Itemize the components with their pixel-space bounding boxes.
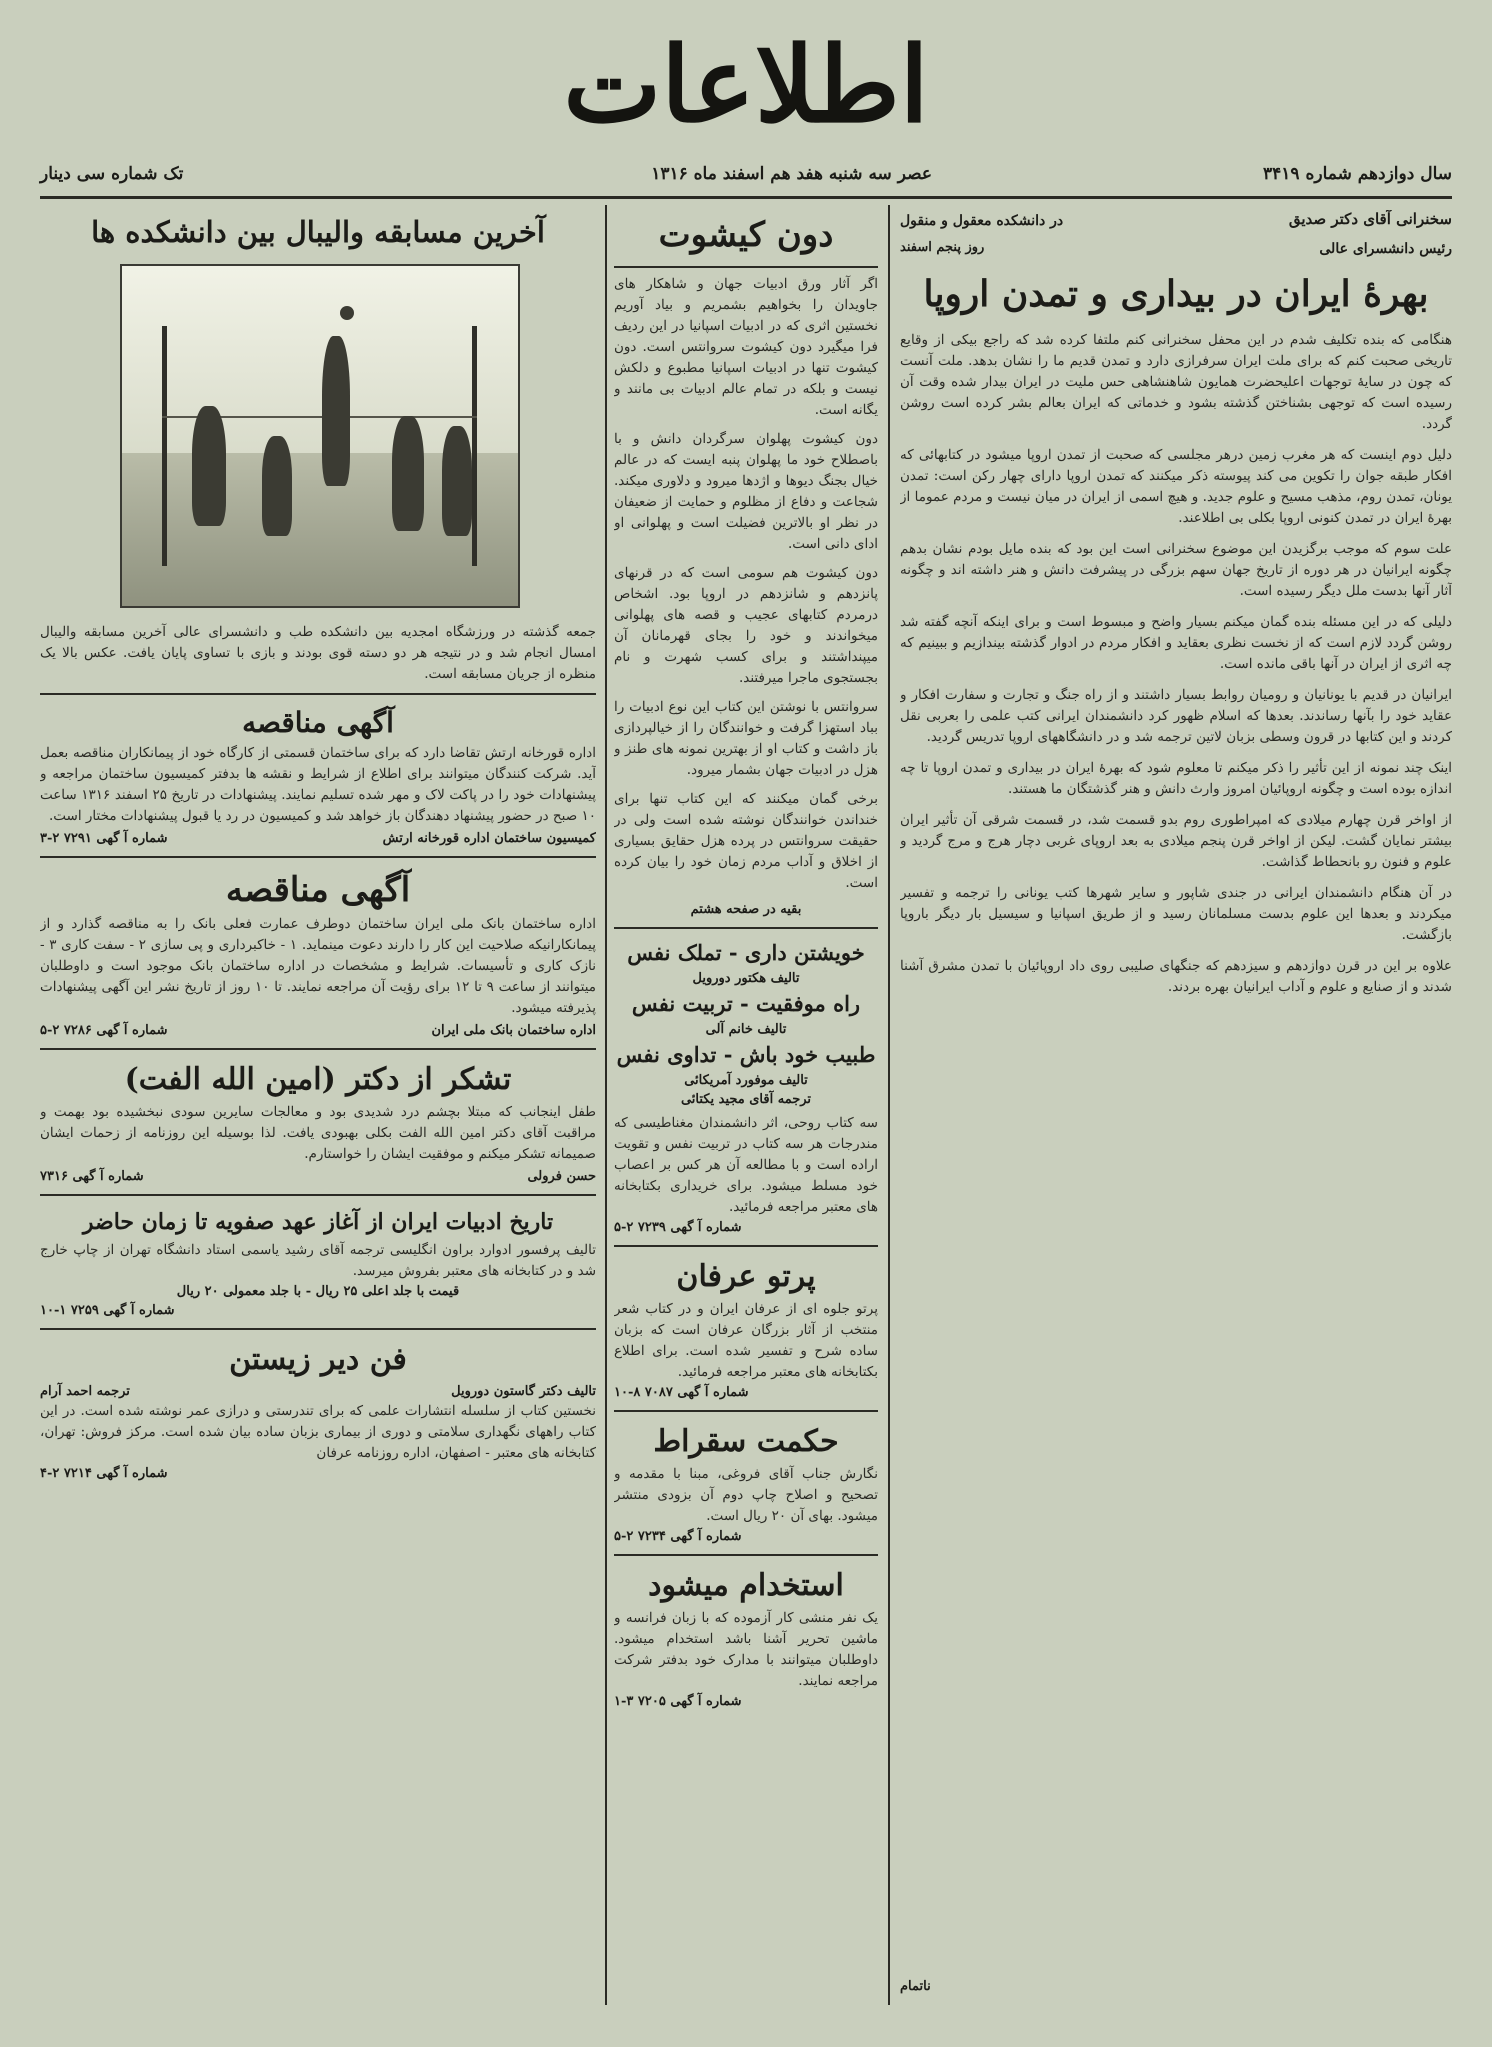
ad-number: شماره آ گهی ۷۲۸۶ ۲-۵ <box>40 1023 168 1038</box>
issue-date: عصر سه شنبه هفد هم اسفند ماه ۱۳۱۶ <box>651 164 932 184</box>
tender-ad-text: اداره ساختمان بانک ملی ایران ساختمان دوطرف عمارت فعلی بانک را به مناقصه گذارد و از پیمانکارانیکه صلاحیت این کار را دارند دعوت مینماید. ۱ - خاکبرداری و پی سازی ۲ - سفت کاری ۳ - نازک کاری و تأسیسات. شرایط و مشخصات در اداره ساختمان بانک موجود است و داوطلبان میتوانند از ساعت ۹ تا ۱۲ برای رؤیت آن مراجعه نمایند. تا ۱۰ روز از تاریخ نشر این آگهی پیشنهادات پذیرفته میشود. <box>40 916 596 1016</box>
ad-number: شماره آ گهی ۷۲۳۴ ۲-۵ <box>614 1529 742 1544</box>
tender-ad-signature: کمیسیون ساختمان اداره قورخانه ارتش <box>382 831 596 846</box>
longevity-ad-author: تالیف دکتر گاستون دورویل <box>451 1384 596 1399</box>
issue-number: سال دوازدهم شماره ۳۴۱۹ <box>1263 164 1452 184</box>
lecture-paragraph: دلیلی که در این مسئله بنده گمان میکنم بسیار واضح و مبسوط است و برای اینکه آنچه گفته شد روشن گردد لازم است که از نخست نظری بعقاید و افکار مردم در ادوار گذشته بیندازیم و ببینیم که چه اثری از ایران در آنها باقی مانده است. <box>900 614 1452 672</box>
longevity-ad-title: فن دیر زیستن <box>229 1342 407 1377</box>
lecture-role: رئیس دانشسرای عالی <box>1319 241 1452 257</box>
tender-ad-signature: اداره ساختمان بانک ملی ایران <box>431 1023 596 1038</box>
lecture-paragraph: از اواخر قرن چهارم میلادی که امپراطوری روم بدو قسمت شد، در قسمت شرقی آن تأثیر ایران بیشتر نمایان گشت. لیکن از اواخر قرن پنجم میلادی به بعد اروپای غربی دچار هرج و مرج گردید و علوم و فنون رو بانحطاط گذاشت. <box>900 812 1452 870</box>
continued-note: ناتمام <box>900 1979 931 1994</box>
lecture-paragraph: دلیل دوم اینست که هر مغرب زمین درهر مجلسی که صحبت از تمدن اروپا میشود در کتابهائی که افکار طبقه جوان را تکوین می کند پیوسته ذکر میکنند که تمدن اروپا دارای چهار رکن است: تمدن یونان، تمدن روم، مذهب مسیح و علوم جدید. و هیچ اسمی از ایران در میان نیست و مردم عموما از بهرهٔ ایران در تمدن کنونی اروپا بکلی بی اطلاعند. <box>900 447 1452 526</box>
ad-number: شماره آ گهی ۷۲۵۹ ۱-۱۰ <box>40 1303 175 1318</box>
left-column <box>40 210 596 2000</box>
history-ad-price: قیمت با جلد اعلی ۲۵ ریال - با جلد معمولی ۲۰ ریال <box>176 1284 460 1299</box>
history-ad-title: تاریخ ادبیات ایران از آغاز عهد صفویه تا زمان حاضر <box>82 1209 554 1235</box>
lecture-paragraph: علاوه بر این در قرن دوازدهم و سیزدهم که جنگهای صلیبی روی داد اروپائیان با تمدن مشرق آشنا شدند و از صنایع و علوم و آداب ایرانیان بهره بردند. <box>900 958 1452 995</box>
tender-ad-title: آگهی مناقصه <box>242 706 394 739</box>
lecture-speaker: سخنرانی آقای دکتر صدیق <box>1288 210 1452 228</box>
irfan-ad-title: پرتو عرفان <box>676 1259 816 1294</box>
ad-number: شماره آ گهی ۷۲۱۴ ۲-۴ <box>40 1466 168 1481</box>
newspaper-title: اطلاعات <box>563 23 929 146</box>
hiring-ad-title: استخدام میشود <box>648 1568 844 1603</box>
lecture-article <box>900 210 1452 2000</box>
lecture-paragraph: در آن هنگام دانشمندان ایرانی در جندی شاپور و سایر شهرها کتب یونانی را ترجمه و تفسیر میکردند و بعدها این علوم بدست مسلمانان رسید و از طریق اسپانیا و سیسیل بار دیگر باروپا بازگشت. <box>900 885 1452 943</box>
lecture-paragraph: ایرانیان در قدیم با یونانیان و رومیان روابط بسیار داشتند و از راه جنگ و تجارت و سفارت افکار و عقاید خود را بآنها رساندند. بعدها که اسلام ظهور کرد دانشمندان ایرانی کتب علمی را بعربی نقل کردند و این کتابها در قرون وسطی بزبان لاتین ترجمه شد و در دانشگاههای اروپا تدریس گردید. <box>900 687 1452 745</box>
thanks-ad-title: تشکر از دکتر (امین الله الفت) <box>124 1062 512 1097</box>
article-paragraph: دون کیشوت هم سومی است که در قرنهای پانزدهم و شانزدهم در اروپا بود. اشخاص درمردم کتابهای عجیب و قصه های پهلوانی میخواندند و خود را بجای قهرمانان آن میپنداشتند و برای کسب شهرت و نام بجستجوی ماجرا میرفتند. <box>614 565 878 686</box>
issue-price: تک شماره سی دینار <box>40 164 184 184</box>
volleyball-headline: آخرین مسابقه والیبال بین دانشکده ها <box>91 215 545 249</box>
dateline <box>40 160 1452 194</box>
longevity-ad-text: نخستین کتاب از سلسله انتشارات علمی که برای تندرستی و درازی عمر نوشته شده است. در این کتاب راههای نگهداری سلامتی و دوری از بیماری بزبان ساده بیان شده است. مرکز فروش: تهران، کتابخانه های معتبر - اصفهان، اداره روزنامه عرفان <box>40 1403 596 1461</box>
thanks-ad-text: طفل اینجانب که مبتلا بچشم درد شدیدی بود و معالجات سایرین سودی نبخشیده بود بهمت و مراقبت آقای دکتر امین الله الفت بکلی بهبودی یافت. لذا بوسیله این روزنامه از زحمات ایشان صمیمانه تشکر میکنم و موفقیت ایشان را خواستارم. <box>40 1104 596 1162</box>
lecture-headline: بهرهٔ ایران در بیداری و تمدن اروپا <box>923 273 1429 315</box>
history-ad-text: تالیف پرفسور ادوارد براون انگلیسی ترجمه آقای رشید یاسمی استاد دانشگاه تهران از چاپ خارج شد و در کتابخانه های معتبر بفروش میرسد. <box>40 1242 596 1279</box>
lecture-paragraph: علت سوم که موجب برگزیدن این موضوع سخنرانی است این بود که بنده مایل بودم نشان بدهم چگونه ایرانیان در هر دوره از تاریخ جهان سهم بزرگی در پیشرفت دانش و هنر داشته اند و چگونه آثار آنها بدست ملل دیگر رسیده است. <box>900 541 1452 599</box>
hekmat-ad-text: نگارش جناب آقای فروغی، مبنا با مقدمه و تصحیح و اصلاح چاپ دوم آن بزودی منتشر میشود. بهای آن ۲۰ ریال است. <box>614 1466 878 1524</box>
article-paragraph: اگر آثار ورق ادبیات جهان و شاهکار های جاویدان را بخواهیم بشمریم و بیاد آوریم نخستین اثری که در ادبیات اسپانیا در این ردیف فرا میگیرد دون کیشوت سروانتس است. دون کیشوت تنها در ادبیات اسپانیا مطبوع و دلکش نیست و بلکه در تمام عالم ادبیات بی مانند و یگانه است. <box>614 276 878 418</box>
volleyball-photo <box>120 264 520 608</box>
ad-number: شماره آ گهی ۷۳۱۶ <box>40 1169 144 1184</box>
hekmat-ad-title: حکمت سقراط <box>653 1424 839 1459</box>
book-ad-translator: ترجمه آقای مجید یکتائی <box>680 1092 812 1107</box>
book-ad-title: طبیب خود باش - تداوی نفس <box>616 1042 876 1067</box>
tender-ad-title: آگهی مناقصه <box>225 870 411 910</box>
article-paragraph: برخی گمان میکنند که این کتاب تنها برای خنداندن خوانندگان نوشته شده است ولی در حقیقت سروانتس در پرده هزل حقایق بسیاری از اخلاق و آداب مردم زمان خود را بیان کرده است. <box>614 791 878 891</box>
lecture-paragraph: هنگامی که بنده تکلیف شدم در این محفل سخنرانی کنم ملتفا کرده شد که راجع بیکی از وقایع تاریخی صحبت کنم که برای ملت ایران سرفرازی دارد و تمدن قدیم ما را نشان بدهد. ملت آنست که چون در سایهٔ توجهات اعلیحضرت همایون شاهنشاهی حس ملیت در ایران بیدار شده وقت آن رسیده است که توجهی بشناختن گذشته بشود و خدماتی که ایران بعالم بشر کرده است روشن گردد. <box>900 332 1452 432</box>
longevity-ad-translator: ترجمه احمد آرام <box>40 1384 130 1399</box>
lecture-venue: در دانشکده معقول و منقول <box>900 213 1064 229</box>
tender-ad-text: اداره قورخانه ارتش تقاضا دارد که برای ساختمان قسمتی از کارگاه خود از پیمانکاران مناقصه بعمل آید. شرکت کنندگان میتوانند برای اطلاع از شرایط و نقشه ها بدفتر کمیسیون ساختمان مراجعه و پیشنهادات خود را در پاکت لاک و مهر شده تسلیم نمایند. پیشنهادات در تاریخ ۲۵ اسفند ۱۳۱۶ ساعت ۱۰ صبح در حضور پیشنهاد دهندگان باز خواهد شد و کمیسیون در رد یا قبول پیشنهادات مختار است. <box>40 745 596 824</box>
masthead <box>0 20 1492 150</box>
lecture-date: روز پنجم اسفند <box>900 240 985 255</box>
header-rule <box>40 196 1452 199</box>
book-ad-title: خویشتن داری - تملک نفس <box>627 940 865 965</box>
ad-number: شماره آ گهی ۷۰۸۷ ۸-۱۰ <box>614 1385 749 1400</box>
column-divider <box>888 205 890 2005</box>
thanks-ad-signature: حسن فرولی <box>527 1169 596 1184</box>
ad-number: شماره آ گهی ۷۲۹۱ ۲-۳ <box>40 831 168 846</box>
continued-note: بقیه در صفحه هشتم <box>690 902 802 917</box>
ad-number: شماره آ گهی ۷۲۰۵ ۳-۱ <box>614 1694 742 1709</box>
don-quixote-column <box>614 210 878 2000</box>
photo-caption: جمعه گذشته در ورزشگاه امجدیه بین دانشکده طب و دانشسرای عالی آخرین مسابقه والیبال امسال انجام شد و در نتیجه هر دو دسته قوی بودند و بازی با تساوی پایان یافت. عکس بالا یک منظره از جریان مسابقه است. <box>40 624 596 682</box>
hiring-ad-text: یک نفر منشی کار آزموده که با زبان فرانسه و ماشین تحریر آشنا باشد استخدام میشود. داوطلبان میتوانند با مدارک خود بدفتر شرکت مراجعه نمایند. <box>614 1610 878 1689</box>
book-ad-author: تالیف خانم آلی <box>705 1022 787 1037</box>
book-ad-text: سه کتاب روحی، اثر دانشمندان مغناطیسی که مندرجات هر سه کتاب در تربیت نفس و تقویت اراده است و با مطالعه آن هر کس بر اعصاب خود مسلط میشود. برای خریداری بکتابخانه های معتبر مراجعه فرمائید. <box>614 1115 878 1215</box>
irfan-ad-text: پرتو جلوه ای از عرفان ایران و در کتاب شعر منتخب از آثار بزرگان عرفان است که بزبان ساده شرح و تفسیر شده است. برای اطلاع بکتابخانه های معتبر مراجعه فرمائید. <box>614 1301 878 1380</box>
column-divider <box>605 205 607 2005</box>
book-ad-author: تالیف موفورد آمریکائی <box>684 1073 808 1088</box>
lecture-paragraph: اینک چند نمونه از این تأثیر را ذکر میکنم تا معلوم شود که بهرهٔ ایران در بیداری و تمدن اروپا تا چه اندازه بوده است و چگونه اروپائیان امروز وارث دانش و هنر گذشتگان ما هستند. <box>900 760 1452 797</box>
article-paragraph: دون کیشوت پهلوان سرگردان دانش و با باصطلاح خود ما پهلوان پنبه ایست که در عالم خیال بجنگ دیوها و اژدها میرود و دلاوری میکند. شجاعت و دفاع از مظلوم و حمایت از ضعیفان در نظر او بالاترین فضیلت است و پهلوانی او ادای دانی است. <box>614 431 878 552</box>
book-ad-title: راه موفقیت - تربیت نفس <box>631 991 861 1016</box>
book-ad-author: تالیف هکتور دورویل <box>692 971 800 986</box>
don-quixote-headline: دون کیشوت <box>658 215 834 255</box>
article-paragraph: سروانتس با نوشتن این کتاب این نوع ادبیات را بباد استهزا گرفت و خوانندگان را از خیالپردازی باز داشت و کتاب او از بهترین نمونه های طنز و هزل در ادبیات جهان بشمار میرود. <box>614 699 878 778</box>
ad-number: شماره آ گهی ۷۲۳۹ ۲-۵ <box>614 1220 742 1235</box>
